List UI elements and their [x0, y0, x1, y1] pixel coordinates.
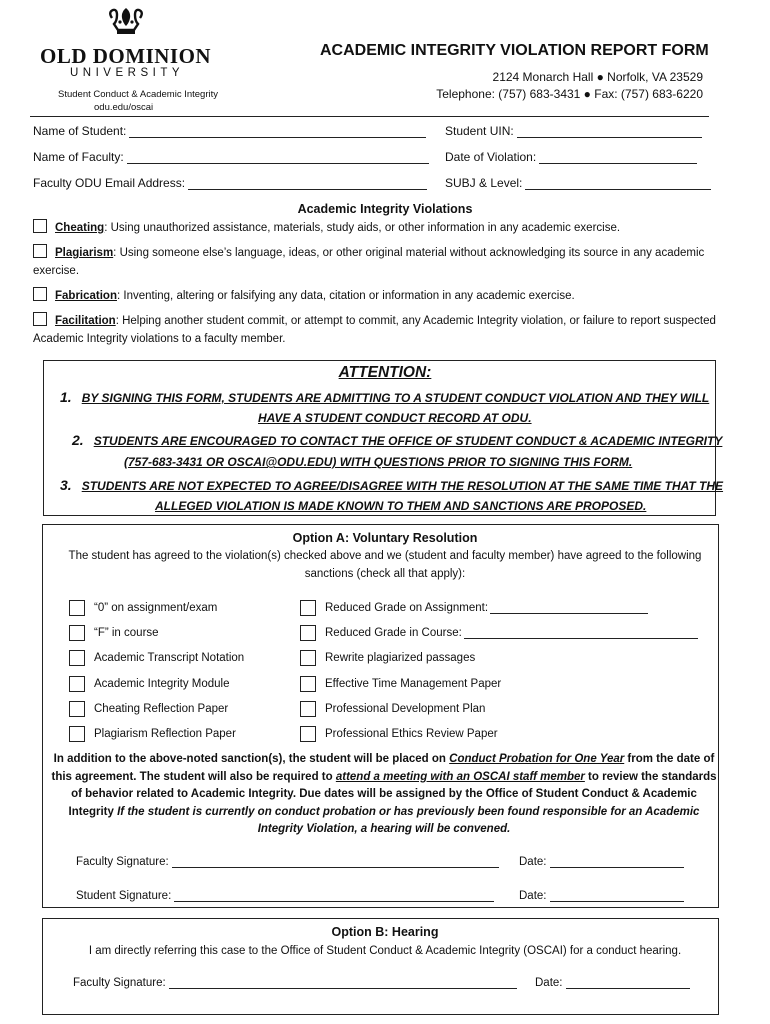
- student-name-label: Name of Student:: [33, 124, 127, 138]
- sanction-time-management-paper[interactable]: Effective Time Management Paper: [300, 676, 501, 692]
- sanction-checkbox[interactable]: [300, 676, 316, 692]
- form-title: ACADEMIC INTEGRITY VIOLATION REPORT FORM: [320, 42, 709, 59]
- violation-date-label: Date of Violation:: [445, 150, 537, 164]
- sanction-checkbox[interactable]: [69, 625, 85, 641]
- student-uin-field[interactable]: [445, 124, 702, 138]
- facilitation-term: Facilitation: [55, 315, 116, 327]
- violation-plagiarism: Plagiarism: Using someone else’s language, ideas, or other original material without acknowledging its source in any academic exercise.: [33, 244, 723, 280]
- sanction-checkbox[interactable]: [300, 701, 316, 717]
- plagiarism-description: Using someone else’s language, ideas, or other original material without acknowledging its source in any academic exercise.: [33, 247, 705, 277]
- faculty-name-input[interactable]: [127, 151, 429, 164]
- subj-level-input[interactable]: [525, 177, 711, 190]
- sanction-ethics-paper[interactable]: Professional Ethics Review Paper: [300, 726, 498, 742]
- violation-fabrication: Fabrication: Inventing, altering or falsifying any data, citation or information in any academic exercise.: [33, 287, 723, 305]
- cheating-description: Using unauthorized assistance, materials, study aids, or other information in any academic exercise.: [107, 222, 621, 234]
- attention-item-3: 3. STUDENTS ARE NOT EXPECTED TO AGREE/DISAGREE WITH THE RESOLUTION AT THE SAME TIME THAT THE: [60, 477, 724, 493]
- violation-date-input[interactable]: [539, 151, 697, 164]
- option-a-student-date[interactable]: Date:: [519, 890, 684, 902]
- cheating-checkbox[interactable]: [33, 219, 47, 233]
- attention-number-2: 2.: [72, 432, 84, 448]
- logo-url: odu.edu/oscai: [94, 102, 154, 113]
- student-name-field[interactable]: [33, 124, 426, 138]
- logo-name: OLD DOMINION: [40, 44, 212, 68]
- cheating-term: Cheating: [55, 222, 105, 234]
- attention-item-3-cont: ALLEGED VIOLATION IS MADE KNOWN TO THEM AND SANCTIONS ARE PROPOSED.: [155, 499, 647, 513]
- office-address: 2124 Monarch Hall ● Norfolk, VA 23529: [492, 70, 703, 84]
- faculty-email-input[interactable]: [188, 177, 427, 190]
- sanction-transcript-notation[interactable]: Academic Transcript Notation: [69, 650, 244, 666]
- sanction-integrity-module[interactable]: Academic Integrity Module: [69, 676, 230, 692]
- option-a-faculty-signature[interactable]: Faculty Signature:: [76, 856, 499, 868]
- header-divider: [30, 116, 709, 117]
- fabrication-description: Inventing, altering or falsifying any data, citation or information in any academic exercise.: [120, 290, 575, 302]
- faculty-email-label: Faculty ODU Email Address:: [33, 176, 186, 190]
- reduced-grade-assignment-input[interactable]: [490, 602, 648, 614]
- option-a-intro: The student has agreed to the violation(s) checked above and we (student and faculty member) have agreed to the following sanctions (check all that apply):: [68, 550, 702, 580]
- faculty-email-field[interactable]: [33, 176, 427, 190]
- sanction-f-course[interactable]: “F” in course: [69, 625, 159, 641]
- violation-facilitation: Facilitation: Helping another student commit, or attempt to commit, any Academic Integrity violation, or failure to report suspected Academic Integrity violations to a faculty member.: [33, 312, 723, 348]
- option-b-text: I am directly referring this case to the Office of Student Conduct & Academic Integrity (OSCAI) for a conduct hearing.: [88, 945, 682, 957]
- faculty-name-label: Name of Faculty:: [33, 150, 124, 164]
- fabrication-checkbox[interactable]: [33, 287, 47, 301]
- facilitation-checkbox[interactable]: [33, 312, 47, 326]
- crown-logo-icon: [108, 8, 144, 36]
- hearing-note: If the student is currently on conduct probation or has previously been found responsible for an Academic Integrity Violation, a hearing will be convened.: [117, 805, 700, 835]
- student-name-input[interactable]: [129, 125, 426, 138]
- attention-item-2: 2. STUDENTS ARE ENCOURAGED TO CONTACT THE OFFICE OF STUDENT CONDUCT & ACADEMIC INTEGRITY: [72, 432, 723, 448]
- sanction-reduced-grade-course[interactable]: Reduced Grade in Course:: [300, 625, 698, 641]
- sanction-checkbox[interactable]: [69, 600, 85, 616]
- option-b-faculty-signature[interactable]: Faculty Signature:: [73, 977, 517, 989]
- sanction-development-plan[interactable]: Professional Development Plan: [300, 701, 485, 717]
- sanction-reduced-grade-assignment[interactable]: Reduced Grade on Assignment:: [300, 600, 648, 616]
- student-date-line[interactable]: [550, 890, 684, 902]
- attention-item-1: 1. BY SIGNING THIS FORM, STUDENTS ARE ADMITTING TO A STUDENT CONDUCT VIOLATION AND THEY WILL: [60, 389, 710, 405]
- option-a-faculty-date[interactable]: Date:: [519, 856, 684, 868]
- sanction-cheating-paper[interactable]: Cheating Reflection Paper: [69, 701, 228, 717]
- office-phone-fax: Telephone: (757) 683-3431 ● Fax: (757) 683-6220: [436, 87, 703, 101]
- sanction-checkbox[interactable]: [300, 625, 316, 641]
- meeting-requirement: attend a meeting with an OSCAI staff member: [335, 770, 585, 783]
- option-b-title: Option B: Hearing: [331, 925, 439, 939]
- option-b-date[interactable]: Date:: [535, 977, 690, 989]
- subj-level-label: SUBJ & Level:: [445, 176, 523, 190]
- faculty-signature-line[interactable]: [172, 856, 499, 868]
- plagiarism-term: Plagiarism: [55, 247, 114, 259]
- sanction-rewrite-passages[interactable]: Rewrite plagiarized passages: [300, 650, 475, 666]
- probation-term: Conduct Probation for One Year: [449, 753, 625, 765]
- sanction-checkbox[interactable]: [300, 650, 316, 666]
- student-uin-label: Student UIN:: [445, 124, 514, 138]
- sanction-checkbox[interactable]: [69, 650, 85, 666]
- reduced-grade-course-input[interactable]: [464, 627, 698, 639]
- attention-number-3: 3.: [60, 477, 72, 493]
- sanction-checkbox[interactable]: [300, 726, 316, 742]
- faculty-date-line[interactable]: [550, 856, 684, 868]
- option-b-signature-line[interactable]: [169, 977, 517, 989]
- student-signature-line[interactable]: [174, 890, 494, 902]
- fabrication-term: Fabrication: [55, 290, 117, 302]
- plagiarism-checkbox[interactable]: [33, 244, 47, 258]
- sanction-checkbox[interactable]: [69, 676, 85, 692]
- subj-level-field[interactable]: [445, 176, 711, 190]
- student-uin-input[interactable]: [517, 125, 702, 138]
- logo-university: UNIVERSITY: [70, 67, 185, 79]
- sanction-zero-assignment[interactable]: “0” on assignment/exam: [69, 600, 217, 616]
- violation-date-field[interactable]: [445, 150, 697, 164]
- sanction-checkbox[interactable]: [69, 726, 85, 742]
- option-b-date-line[interactable]: [566, 977, 690, 989]
- sanction-checkbox[interactable]: [300, 600, 316, 616]
- attention-title: ATTENTION:: [338, 364, 432, 381]
- probation-notice: In addition to the above-noted sanction(s), the student will be placed on Conduct Probation for One Year from the date of this agreement. The student will also be required to attend a meeting with an OSCAI staff member to review the standards of behavior related to Academic Integrity. Due dates will be assigned by the Office of Student Conduct & Academic Integrity If the student is currently on conduct probation or has previously been found responsible for an Academic Integrity Violation, a hearing will be convened.: [51, 753, 717, 835]
- facilitation-description: Helping another student commit, or attempt to commit, any Academic Integrity violation, or failure to report suspected Academic Integrity violations to a faculty member.: [33, 315, 716, 345]
- violation-cheating: Cheating: Using unauthorized assistance, materials, study aids, or other information in any academic exercise.: [33, 219, 723, 237]
- faculty-name-field[interactable]: [33, 150, 429, 164]
- attention-number-1: 1.: [60, 389, 72, 405]
- option-a-student-signature[interactable]: Student Signature:: [76, 890, 494, 902]
- attention-item-1-cont: HAVE A STUDENT CONDUCT RECORD AT ODU.: [258, 411, 532, 425]
- violations-title: Academic Integrity Violations: [297, 202, 473, 216]
- logo-department: Student Conduct & Academic Integrity: [58, 89, 219, 100]
- option-a-title: Option A: Voluntary Resolution: [292, 531, 478, 545]
- sanction-plagiarism-paper[interactable]: Plagiarism Reflection Paper: [69, 726, 236, 742]
- sanction-checkbox[interactable]: [69, 701, 85, 717]
- attention-item-2-cont: (757-683-3431 OR OSCAI@ODU.EDU) WITH QUESTIONS PRIOR TO SIGNING THIS FORM.: [124, 455, 633, 469]
